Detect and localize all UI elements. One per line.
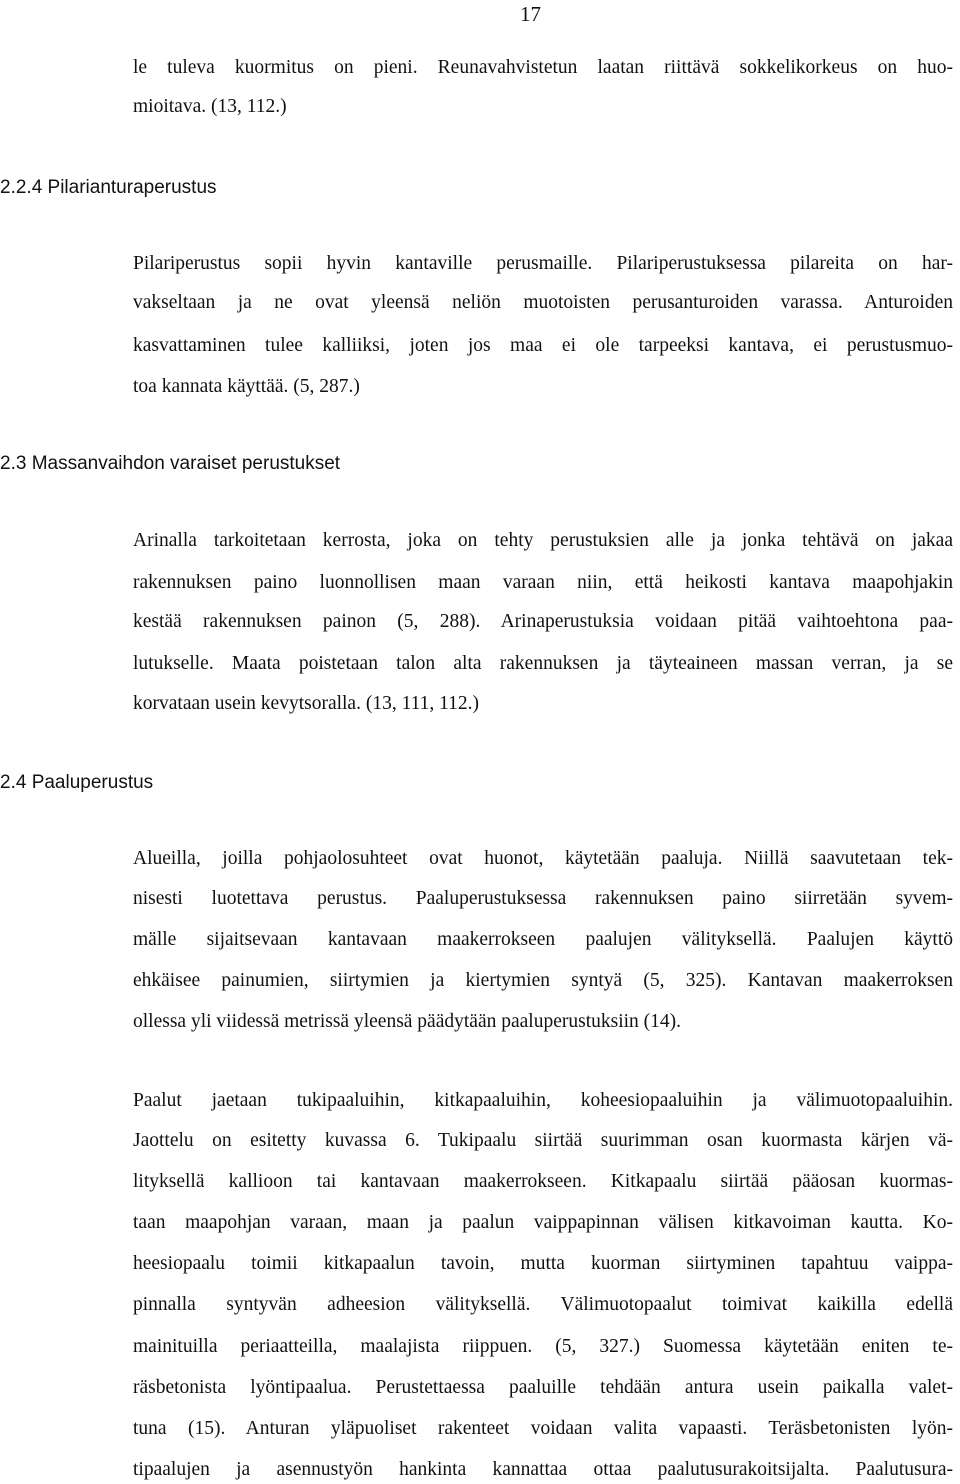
section-heading-2-3: 2.3 Massanvaihdon varaiset perustukset xyxy=(0,453,341,474)
paragraph-line: tipaalujen ja asennustyön hankinta kannattaa ottaa paalutusurakoitsijalta. Paalutusura- xyxy=(133,1459,953,1480)
paragraph-line: nisesti luotettava perustus. Paaluperustuksessa rakennuksen paino siirretään syvem- xyxy=(133,888,953,909)
paragraph-line: rakennuksen paino luonnollisen maan varaan niin, että heikosti kantava maapohjakin xyxy=(133,572,953,593)
paragraph-line: lutukselle. Maata poistetaan talon alta rakennuksen ja täyteaineen massan verran, ja se xyxy=(133,653,953,674)
paragraph-line: vakseltaan ja ne ovat yleensä neliön muotoisten perusanturoiden varassa. Anturoiden xyxy=(133,292,953,313)
paragraph-line: mioitava. (13, 112.) xyxy=(133,96,287,117)
paragraph-line: tuna (15). Anturan yläpuoliset rakenteet voidaan valita vapaasti. Teräsbetonisten lyön- xyxy=(133,1418,953,1439)
section-heading-2-2-4: 2.2.4 Pilarianturaperustus xyxy=(0,177,217,198)
paragraph-line: toa kannata käyttää. (5, 287.) xyxy=(133,376,360,397)
paragraph-line: korvataan usein kevytsoralla. (13, 111, 112.) xyxy=(133,693,480,714)
paragraph-line: pinnalla syntyvän adheesion välityksellä. Välimuotopaalut toimivat kaikilla edellä xyxy=(133,1294,953,1315)
paragraph-line: le tuleva kuormitus on pieni. Reunavahvistetun laatan riittävä sokkelikorkeus on huo- xyxy=(133,57,953,78)
page-number: 17 xyxy=(520,2,541,26)
paragraph-line: kasvattaminen tulee kalliiksi, joten jos maa ei ole tarpeeksi kantava, ei perustusmuo- xyxy=(133,335,953,356)
paragraph-line: kestää rakennuksen painon (5, 288). Arinaperustuksia voidaan pitää vaihtoehtona paa- xyxy=(133,611,953,632)
paragraph-line: Alueilla, joilla pohjaolosuhteet ovat huonot, käytetään paaluja. Niillä saavutetaan tek- xyxy=(133,848,953,869)
paragraph-line: heesiopaalu toimii kitkapaalun tavoin, mutta kuorman siirtyminen tapahtuu vaippa- xyxy=(133,1253,953,1274)
paragraph-line: Jaottelu on esitetty kuvassa 6. Tukipaalu siirtää suurimman osan kuormasta kärjen vä- xyxy=(133,1130,953,1151)
paragraph-line: ehkäisee painumien, siirtymien ja kiertymien syntyä (5, 325). Kantavan maakerroksen xyxy=(133,970,953,991)
paragraph-line: taan maapohjan varaan, maan ja paalun vaippapinnan välisen kitkavoiman kautta. Ko- xyxy=(133,1212,953,1233)
section-heading-2-4: 2.4 Paaluperustus xyxy=(0,772,154,793)
paragraph-line: lityksellä kallioon tai kantavaan maakerrokseen. Kitkapaalu siirtää pääosan kuormas- xyxy=(133,1171,953,1192)
paragraph-line: Paalut jaetaan tukipaaluihin, kitkapaaluihin, koheesiopaaluihin ja välimuotopaaluihin. xyxy=(133,1090,953,1111)
paragraph-line: mälle sijaitsevaan kantavaan maakerrokseen paalujen välityksellä. Paalujen käyttö xyxy=(133,929,953,950)
paragraph-line: räsbetonista lyöntipaalua. Perustettaessa paaluille tehdään antura usein paikalla valet- xyxy=(133,1377,953,1398)
paragraph-line: Pilariperustus sopii hyvin kantaville perusmaille. Pilariperustuksessa pilareita on har- xyxy=(133,253,953,274)
paragraph-line: Arinalla tarkoitetaan kerrosta, joka on tehty perustuksien alle ja jonka tehtävä on jakaa xyxy=(133,530,953,551)
paragraph-line: mainituilla periaatteilla, maalajista riippuen. (5, 327.) Suomessa käytetään eniten te- xyxy=(133,1336,953,1357)
paragraph-line: ollessa yli viidessä metrissä yleensä päädytään paaluperustuksiin (14). xyxy=(133,1011,682,1032)
